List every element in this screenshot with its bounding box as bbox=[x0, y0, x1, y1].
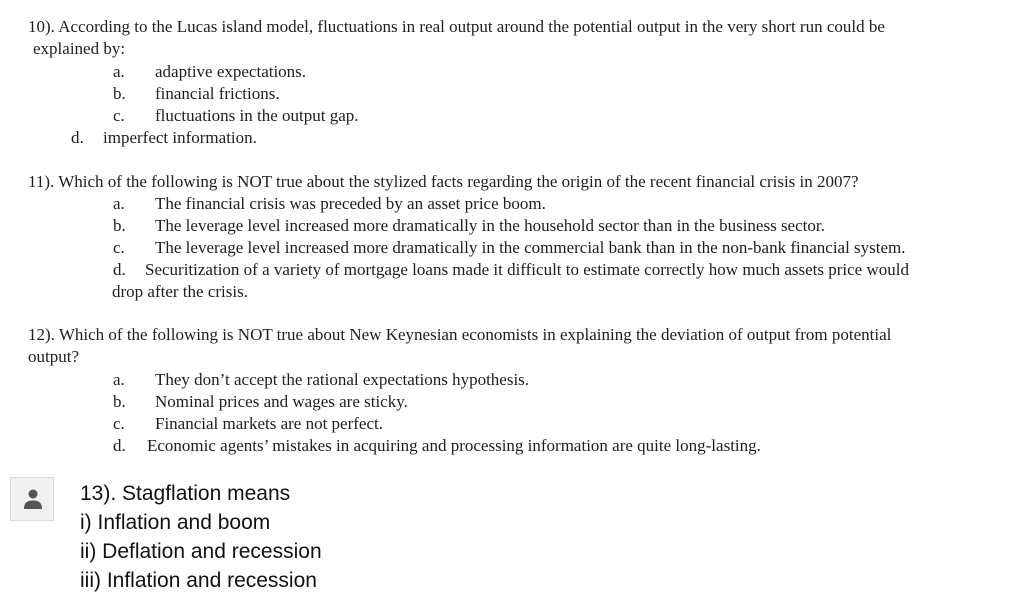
q10-option-b: b. financial frictions. bbox=[113, 84, 280, 103]
q11-option-c: c. The leverage level increased more dramatically in the commercial bank than in the non-bank financial system. bbox=[113, 238, 906, 257]
q13-title: 13). Stagflation means bbox=[80, 482, 291, 505]
avatar[interactable] bbox=[10, 477, 54, 521]
q11-line1: 11). Which of the following is NOT true about the stylized facts regarding the origin of the recent financial crisis in 2007? bbox=[28, 172, 859, 191]
q10-option-a: a. adaptive expectations. bbox=[113, 62, 307, 81]
person-icon bbox=[23, 488, 43, 510]
q10-line2: explained by: bbox=[33, 39, 126, 58]
q11-option-d-continued: drop after the crisis. bbox=[112, 282, 248, 301]
q10-option-c: c. fluctuations in the output gap. bbox=[113, 106, 359, 125]
q13-option-iii: iii) Inflation and recession bbox=[80, 569, 317, 592]
q10-option-d: d. imperfect information. bbox=[71, 128, 257, 147]
q11-option-d: d. Securitization of a variety of mortgage loans made it difficult to estimate correctly how much assets price would bbox=[113, 260, 909, 279]
q12-option-d: d. Economic agents’ mistakes in acquiring and processing information are quite long-lasting. bbox=[113, 436, 761, 455]
q11-option-b: b. The leverage level increased more dramatically in the household sector than in the business sector. bbox=[113, 216, 825, 235]
q12-line1: 12). Which of the following is NOT true about New Keynesian economists in explaining the deviation of output from potential bbox=[28, 325, 892, 344]
q11-option-a: a. The financial crisis was preceded by an asset price boom. bbox=[113, 194, 546, 213]
q13-option-ii: ii) Deflation and recession bbox=[80, 540, 322, 563]
q12-line2: output? bbox=[28, 347, 79, 366]
q12-option-a: a. They don’t accept the rational expectations hypothesis. bbox=[113, 370, 530, 389]
q12-option-b: b. Nominal prices and wages are sticky. bbox=[113, 392, 408, 411]
q10-line1: 10). According to the Lucas island model, fluctuations in real output around the potential output in the very short run could be bbox=[28, 17, 885, 36]
q12-option-c: c. Financial markets are not perfect. bbox=[113, 414, 383, 433]
q13-option-i: i) Inflation and boom bbox=[80, 511, 271, 534]
